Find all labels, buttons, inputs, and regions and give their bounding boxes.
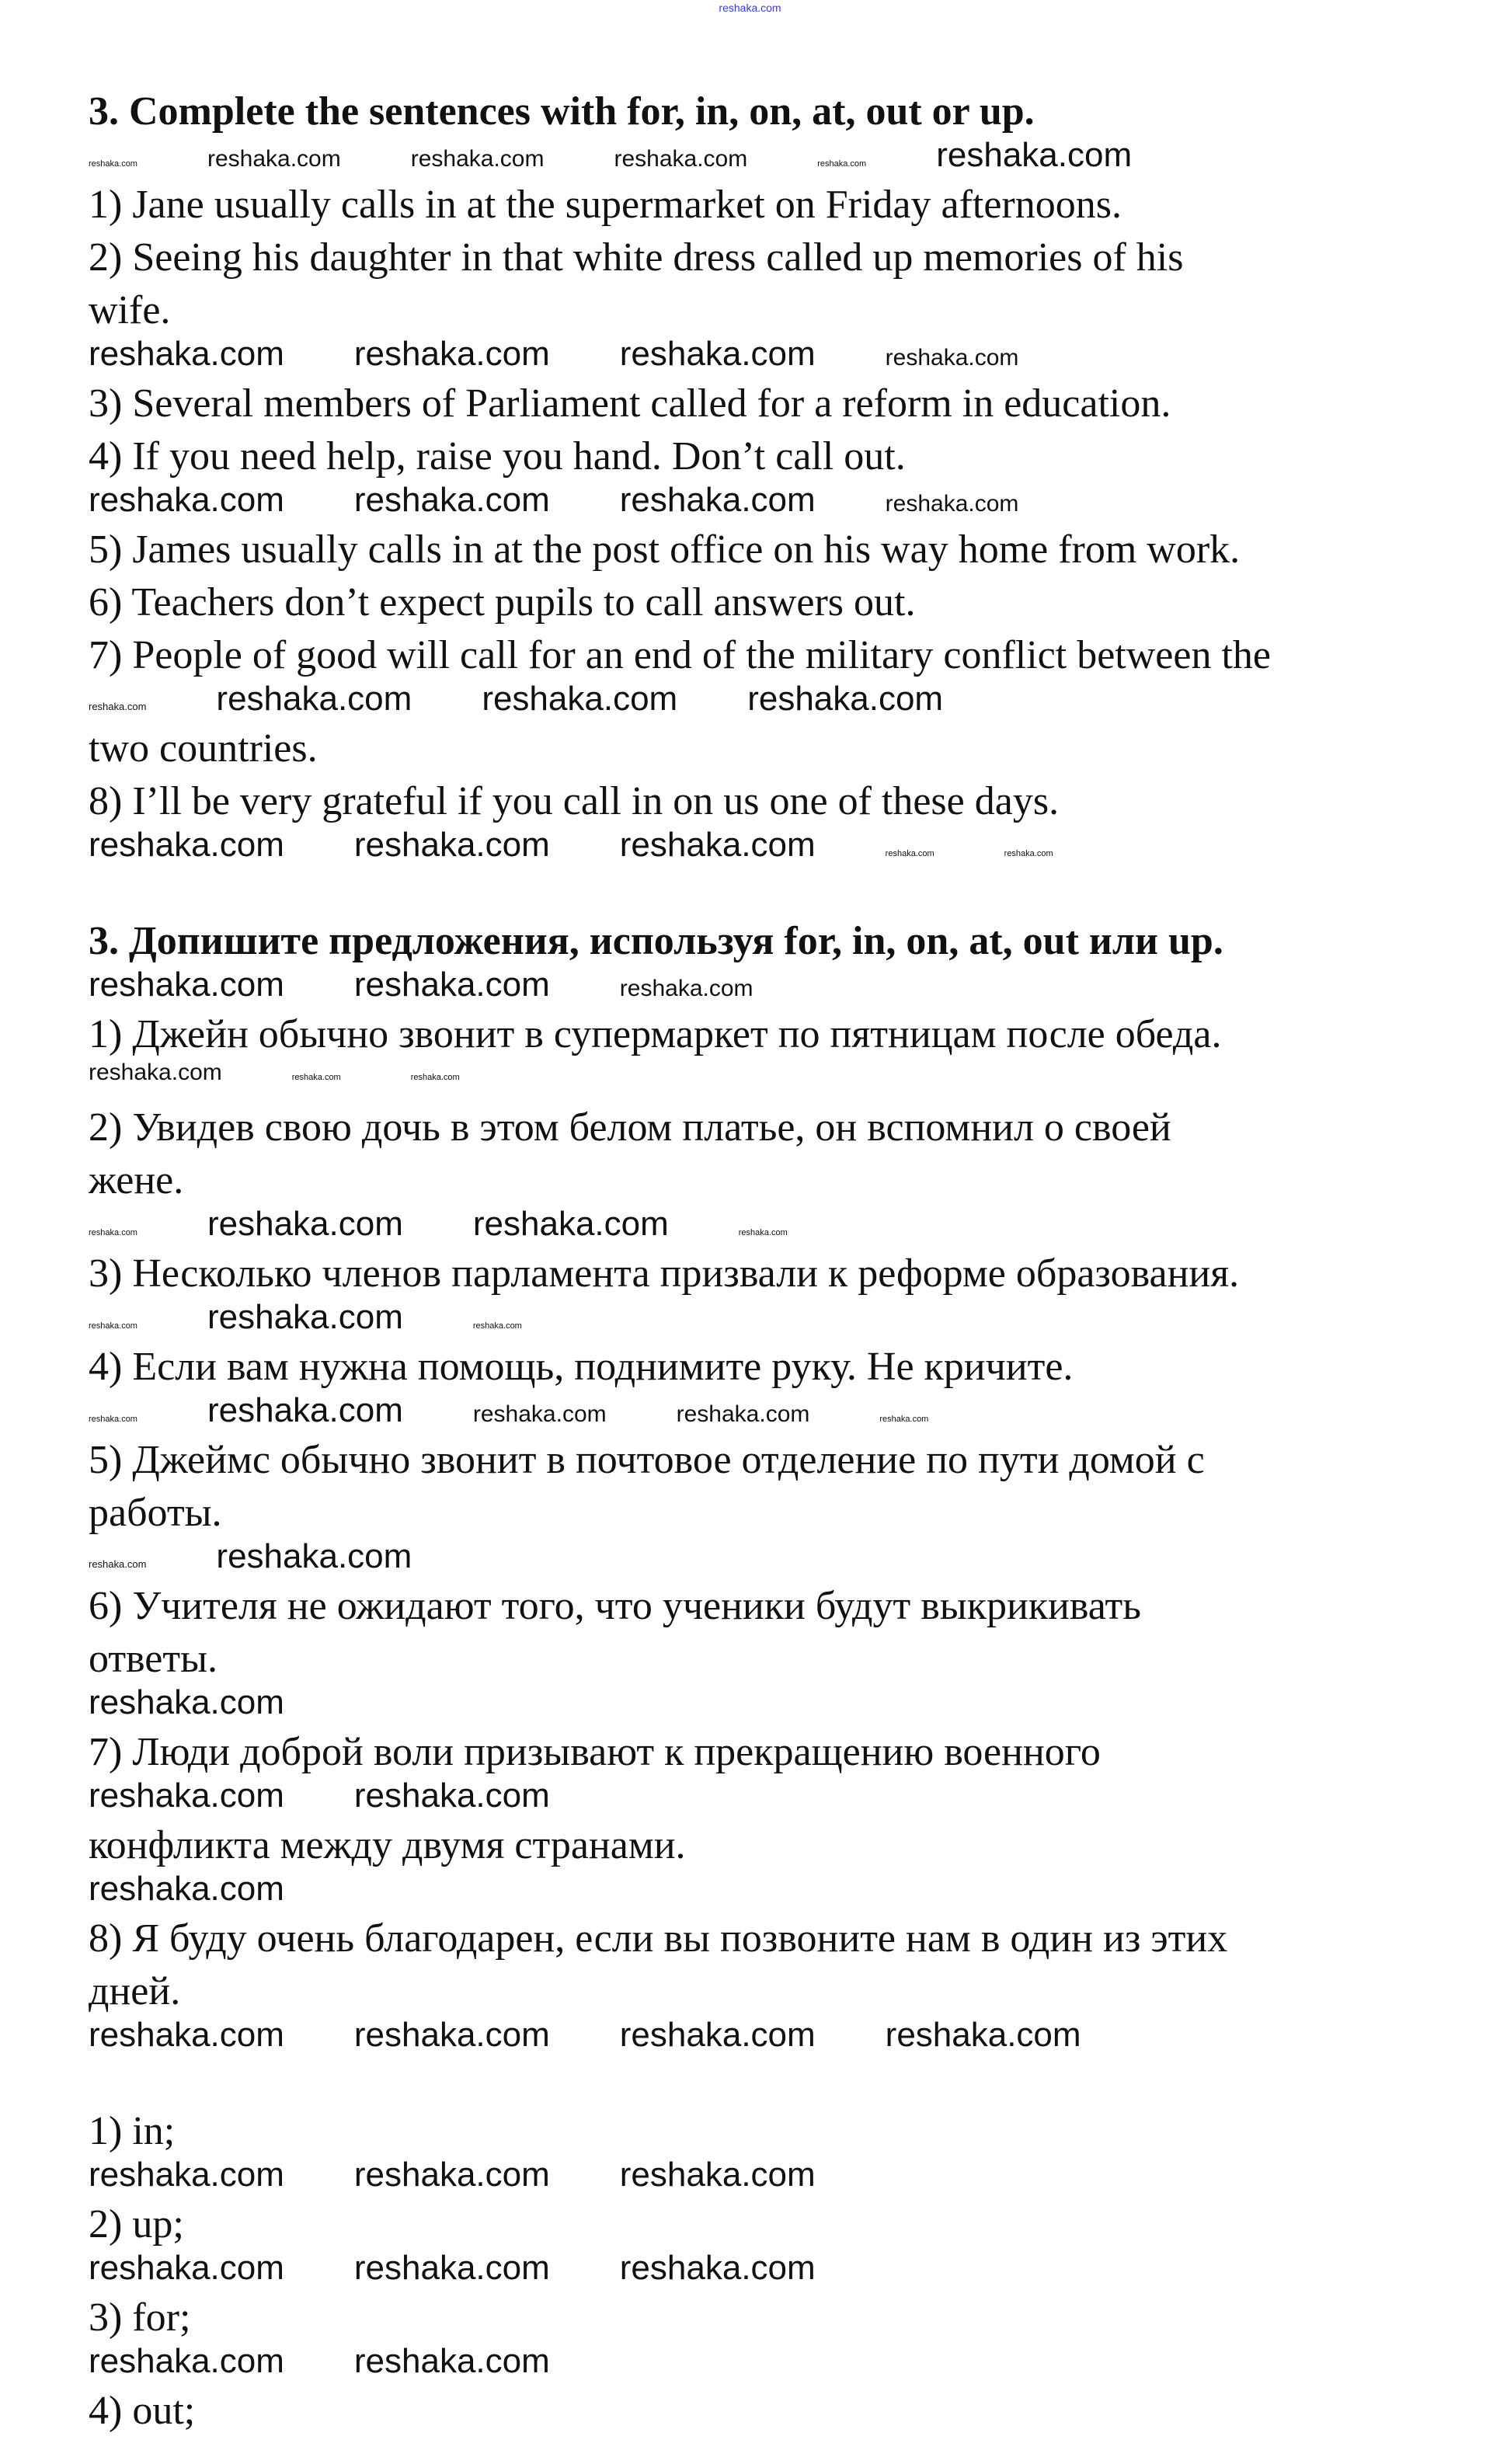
watermark: reshaka.com [353, 2249, 550, 2287]
watermark: reshaka.com [619, 826, 816, 864]
watermark: reshaka.com [353, 335, 550, 373]
watermark: reshaka.com [207, 146, 341, 172]
watermark: reshaka.com [1004, 849, 1053, 858]
russian-line: конфликта между двумя странами. [89, 1823, 686, 1867]
watermark: reshaka.com [410, 1073, 460, 1082]
watermark: reshaka.com [89, 2016, 284, 2054]
watermark: reshaka.com [353, 1777, 550, 1815]
english-line: 4) If you need help, raise you hand. Don’t call out. [89, 434, 906, 479]
watermark: reshaka.com [619, 2016, 816, 2054]
russian-line: дней. [89, 1969, 181, 2013]
russian-line: 6) Учителя не ожидают того, что ученики будут выкрикивать [89, 1584, 1141, 1628]
watermark: reshaka.com [89, 1558, 147, 1570]
watermark: reshaka.com [353, 481, 550, 519]
watermark-row [89, 2344, 1456, 2385]
watermark-row [89, 1391, 1456, 1434]
russian-line: 7) Люди доброй воли призывают к прекращению военного [89, 1730, 1101, 1774]
watermark: reshaka.com [353, 2342, 550, 2380]
watermark: reshaka.com [207, 1205, 403, 1243]
watermark: reshaka.com [619, 481, 816, 519]
watermark-row [89, 1537, 1456, 1580]
watermark: reshaka.com [614, 146, 748, 172]
watermark: reshaka.com [885, 2016, 1081, 2054]
watermark-row [89, 138, 1456, 179]
watermark: reshaka.com [207, 1391, 403, 1429]
english-line: 1) Jane usually calls in at the supermarket on Friday afternoons. [89, 183, 1122, 227]
watermark: reshaka.com [89, 701, 147, 712]
watermark: reshaka.com [676, 1401, 810, 1427]
watermark: reshaka.com [472, 1401, 607, 1427]
watermark-row [89, 1207, 1456, 1248]
english-line: 8) I’ll be very grateful if you call in on us one of these days. [89, 779, 1060, 823]
russian-line: жене. [89, 1158, 184, 1202]
watermark: reshaka.com [89, 2342, 284, 2380]
english-line: 5) James usually calls in at the post office on his way home from work. [89, 527, 1241, 572]
english-line: 6) Teachers don’t expect pupils to call answers out. [89, 580, 916, 625]
watermark-row [89, 1300, 1456, 1341]
watermark: reshaka.com [89, 335, 284, 373]
english-line: 3) Several members of Parliament called for a reform in education. [89, 381, 1171, 426]
watermark: reshaka.com [885, 849, 934, 858]
russian-line: 3) Несколько членов парламента призвали к реформе образования. [89, 1251, 1240, 1296]
watermark: reshaka.com [885, 491, 1019, 517]
watermark: reshaka.com [216, 1537, 412, 1575]
watermark: reshaka.com [89, 2249, 284, 2287]
russian-line: 1) Джейн обычно звонит в супермаркет по пятницам после обеда. [89, 1012, 1222, 1056]
watermark: reshaka.com [216, 680, 412, 718]
answer-line: 4) out; [89, 2389, 196, 2433]
english-line: wife. [89, 288, 171, 332]
watermark: reshaka.com [207, 1298, 403, 1336]
answer-line: 3) for; [89, 2295, 191, 2340]
watermark: reshaka.com [885, 345, 1019, 371]
watermark: reshaka.com [619, 335, 816, 373]
russian-line: работы. [89, 1491, 222, 1535]
russian-heading: 3. Допишите предложения, используя for, in, on, at, out или up. [89, 919, 1223, 963]
russian-line: 4) Если вам нужна помощь, поднимите руку. Не кричите. [89, 1345, 1074, 1389]
document-body [89, 85, 1456, 2438]
watermark: reshaka.com [353, 2156, 550, 2194]
watermark-row [89, 682, 1456, 722]
watermark: reshaka.com [936, 136, 1133, 174]
watermark: reshaka.com [353, 966, 550, 1004]
english-line: 7) People of good will call for an end of the military conflict between the [89, 633, 1271, 677]
watermark: reshaka.com [353, 2016, 550, 2054]
watermark: reshaka.com [817, 159, 867, 169]
watermark: reshaka.com [89, 1060, 222, 1085]
watermark: reshaka.com [89, 1683, 284, 1721]
watermark-row [89, 1683, 1456, 1726]
watermark: reshaka.com [89, 1777, 284, 1815]
watermark: reshaka.com [738, 1228, 788, 1237]
watermark-row [89, 968, 1456, 1008]
watermark-row [89, 2158, 1456, 2198]
english-line: two countries. [89, 726, 318, 771]
watermark: reshaka.com [89, 1228, 137, 1237]
english-line: 2) Seeing his daughter in that white dress called up memories of his [89, 235, 1184, 280]
watermark: reshaka.com [619, 976, 753, 1001]
russian-line: 8) Я буду очень благодарен, если вы позвоните нам в один из этих [89, 1916, 1228, 1961]
answer-line: 1) in; [89, 2109, 176, 2153]
watermark-row [89, 2251, 1456, 2292]
top-watermark: reshaka.com [719, 2, 781, 14]
watermark: reshaka.com [89, 826, 284, 864]
watermark: reshaka.com [291, 1073, 341, 1082]
watermark: reshaka.com [353, 826, 550, 864]
answer-line: 2) up; [89, 2202, 184, 2246]
watermark-row [89, 483, 1456, 524]
watermark: reshaka.com [410, 146, 545, 172]
watermark: reshaka.com [472, 1205, 669, 1243]
english-heading: 3. Complete the sentences with for, in, on, at, out or up. [89, 89, 1035, 134]
watermark: reshaka.com [89, 2156, 284, 2194]
watermark: reshaka.com [89, 481, 284, 519]
russian-line: ответы. [89, 1637, 218, 1681]
watermark: reshaka.com [619, 2249, 816, 2287]
watermark: reshaka.com [747, 680, 944, 718]
russian-line: 5) Джеймс обычно звонит в почтовое отделение по пути домой с [89, 1438, 1205, 1482]
watermark: reshaka.com [89, 1321, 137, 1331]
watermark-row [89, 1061, 1456, 1101]
watermark-row [89, 337, 1456, 378]
watermark: reshaka.com [472, 1321, 522, 1331]
watermark: reshaka.com [619, 2156, 816, 2194]
watermark: reshaka.com [879, 1415, 929, 1424]
watermark-row [89, 828, 1456, 868]
watermark: reshaka.com [482, 680, 678, 718]
russian-line: 2) Увидев свою дочь в этом белом платье, он вспомнил о своей [89, 1105, 1171, 1150]
watermark-row [89, 1779, 1456, 1819]
watermark: reshaka.com [89, 159, 137, 169]
watermark-row [89, 2018, 1456, 2059]
watermark: reshaka.com [89, 1415, 137, 1424]
watermark: reshaka.com [89, 966, 284, 1004]
watermark-row [89, 1872, 1456, 1912]
watermark: reshaka.com [89, 1870, 284, 1908]
